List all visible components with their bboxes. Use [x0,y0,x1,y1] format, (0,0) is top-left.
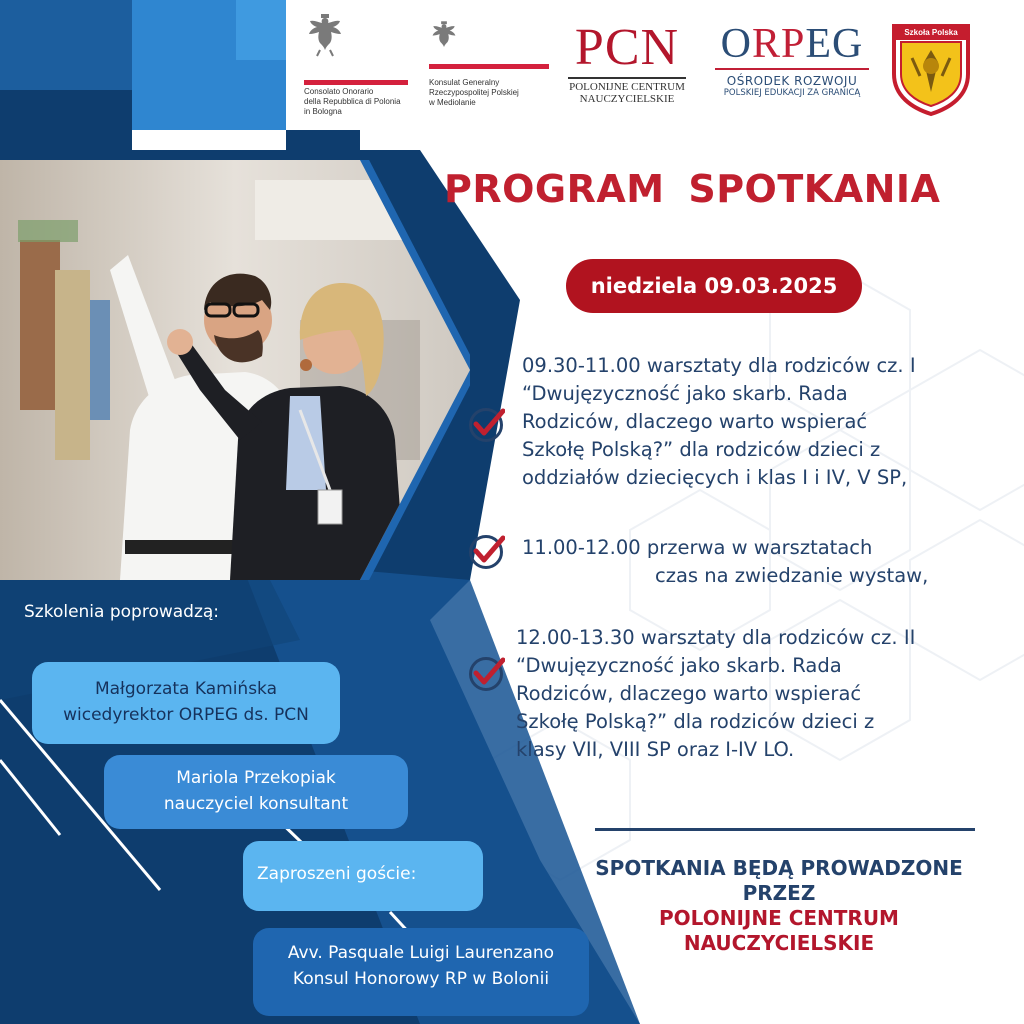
organizer-note-text: SPOTKANIA BĘDĄ PROWADZONE [595,856,963,880]
organizer-note-line [548,856,1010,906]
guest-role: Konsul Honorowy RP w Bolonii [292,969,550,989]
orpeg-mark-accent: RP [751,21,806,67]
check-circle-icon [467,655,505,693]
gallery-photo [0,160,470,580]
agenda-item-text [522,534,928,590]
agenda-line: 11.00-12.00 przerwa w warsztatach [522,536,873,559]
trainer-card [32,662,340,744]
consolato-caption-line: della Repubblica di Polonia [304,97,401,106]
pcn-logo-subtitle: POLONIJNE CENTRUM [569,81,685,93]
agenda-line: “Dwujęzyczność jako skarb. Rada [516,654,842,677]
check-circle-icon [467,533,505,571]
trainer-role: nauczyciel konsultant [163,794,349,814]
organizer-name-text: POLONIJNE CENTRUM [659,906,899,930]
orpeg-logo-rule [715,68,869,70]
section-divider [595,828,975,831]
logo-szkola-polska [890,22,972,117]
consolato-caption-line: in Bologna [304,107,342,116]
agenda-line: Rodziców, dlaczego warto wspierać [522,410,868,433]
trainer-role: wicedyrektor ORPEG ds. PCN [63,705,309,725]
pcn-logo-rule [568,77,686,79]
check-circle-icon [467,406,505,444]
pcn-logo-mark: PCN [574,19,680,76]
agenda-item-text [516,624,915,764]
organizer-name-text: NAUCZYCIELSKIE [683,931,875,955]
trainer-name: Mariola Przekopiak [176,768,336,788]
konsulat-caption-line: Konsulat Generalny [429,78,500,87]
konsulat-caption-line: Rzeczypospolitej Polskiej [429,88,519,97]
pcn-logo-subtitle: NAUCZYCIELSKIE [579,93,675,105]
consolato-caption [304,87,414,117]
agenda-line: Szkołę Polską?” dla rodziców dzieci z [516,710,875,733]
orpeg-mark-part: O [720,21,752,67]
orpeg-logo-title: OŚRODEK ROZWOJU [726,74,858,88]
event-date-badge: niedziela 09.03.2025 [566,259,862,313]
guest-card [253,928,589,1016]
agenda-item-text [522,352,916,492]
polish-eagle-icon [429,20,459,54]
logo-divider [429,64,549,69]
logo-orpeg [712,22,872,99]
logo-divider [304,80,408,85]
consolato-caption-line: Consolato Onorario [304,87,374,96]
agenda-line: 12.00-13.30 warsztaty dla rodziców cz. II [516,626,916,649]
trainers-heading: Szkolenia poprowadzą: [24,602,220,622]
agenda-line: klasy VII, VIII SP oraz I-IV LO. [516,738,795,761]
polish-eagle-icon [304,14,346,58]
gallery-photo-illustration [0,160,470,580]
agenda-line: oddziałów dziecięcych i klas I i IV, V SP, [522,466,908,489]
konsulat-caption-line: w Mediolanie [429,98,476,107]
orpeg-logo-subtitle: POLSKIEJ EDUKACJI ZA GRANICĄ [723,88,861,98]
guests-heading: Zaproszeni goście: [243,841,483,911]
orpeg-logo-mark [712,22,872,66]
organizer-note-text: PRZEZ [742,881,816,905]
szkola-logo-title: Szkoła Polska [904,28,958,37]
guest-name: Avv. Pasquale Luigi Laurenzano [287,943,555,963]
trainer-card [104,755,408,829]
agenda-line: 09.30-11.00 warsztaty dla rodziców cz. I [522,354,916,377]
agenda-line: Szkołę Polską?” dla rodziców dzieci z [522,438,881,461]
agenda-line: czas na zwiedzanie wystaw, [655,564,929,587]
agenda-line: Rodziców, dlaczego warto wspierać [516,682,862,705]
logo-pcn [566,19,688,105]
organizer-note [548,856,1010,956]
page-title: PROGRAM SPOTKANIA [444,167,941,211]
orpeg-mark-part: EG [805,21,864,67]
trainer-name: Małgorzata Kamińska [94,679,278,699]
konsulat-caption [429,78,554,108]
organizer-name [548,906,1010,956]
agenda-line: “Dwujęzyczność jako skarb. Rada [522,382,848,405]
